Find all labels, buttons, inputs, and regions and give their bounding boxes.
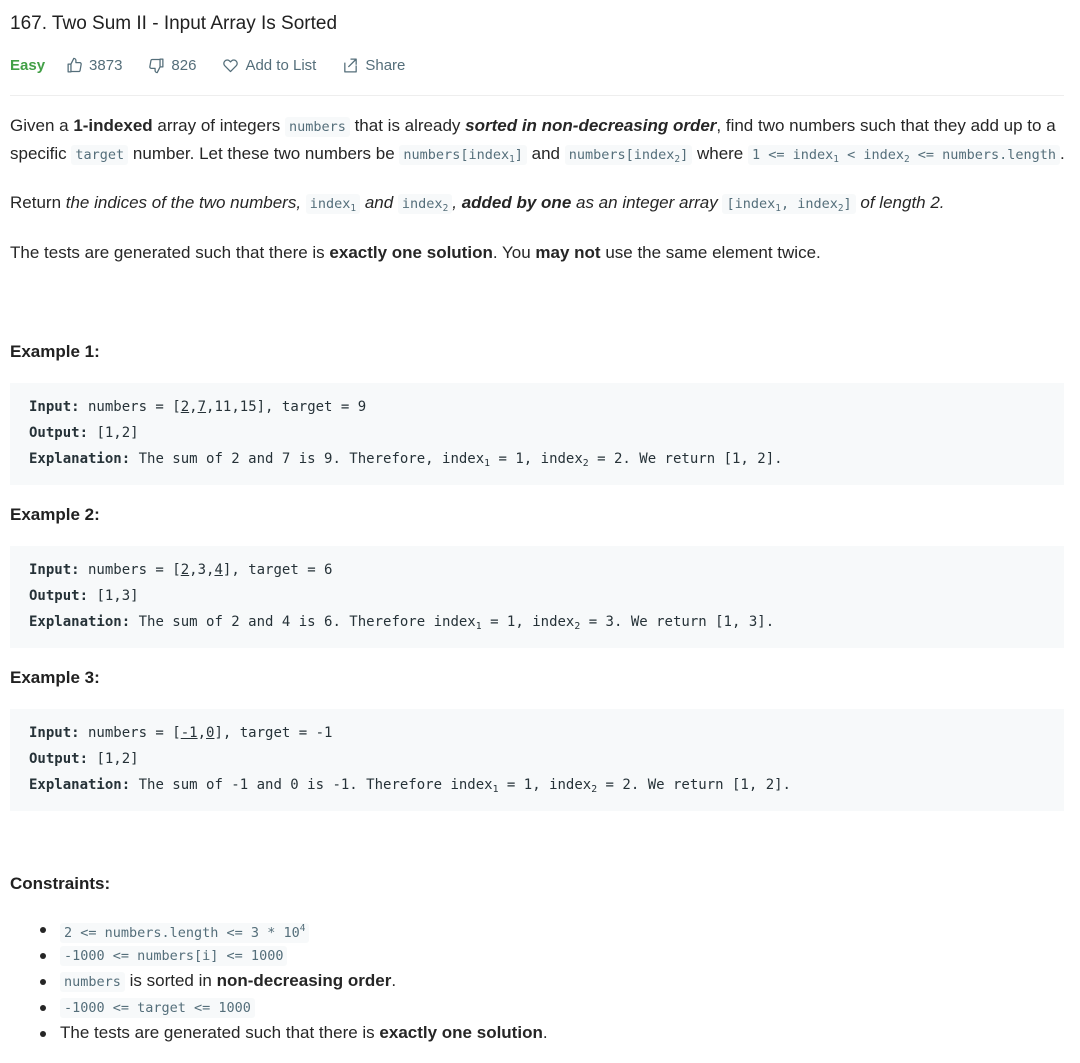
share-label: Share: [365, 56, 406, 74]
share-icon: [342, 57, 359, 74]
example-2-output: Output: [1,3]: [29, 588, 139, 604]
dislike-button[interactable]: [148, 57, 196, 74]
example-3-input: Input: numbers = [-1,0], target = -1: [29, 725, 333, 741]
constraint-item: -1000 <= numbers[i] <= 1000: [10, 942, 548, 968]
example-1-input: Input: numbers = [2,7,11,15], target = 9: [29, 399, 367, 415]
constraints-heading: Constraints:: [10, 874, 111, 893]
constraint-item: numbers is sorted in non-decreasing order.: [10, 968, 548, 994]
description-paragraph-2: Return the indices of the two numbers, index$_1$ and index$_2$ , added by one as an integer array [index$_1$, index$_2$] of length 2.: [10, 193, 945, 214]
problem-meta-bar: [10, 52, 431, 78]
difficulty-badge: Easy: [10, 56, 46, 74]
constraints-list: [10, 916, 548, 1046]
description-paragraph-3: The tests are generated such that there is exactly one solution. You may not use the same element twice.: [10, 242, 821, 262]
constraint-item: The tests are generated such that there is exactly one solution.: [10, 1020, 548, 1046]
example-3-heading: Example 3:: [10, 668, 100, 687]
heart-icon: [222, 57, 239, 74]
example-3-block: [10, 709, 1064, 811]
example-2-explanation: Explanation: The sum of 2 and 4 is 6. Therefore index$_1$ = 1, index$_2$ = 3. We return [1, 3].: [29, 614, 775, 632]
thumbs-down-icon: [148, 57, 165, 74]
like-count: 3873: [89, 56, 123, 74]
constraint-item: -1000 <= target <= 1000: [10, 994, 548, 1020]
dislike-count: 826: [171, 56, 197, 74]
problem-description: [10, 113, 1066, 266]
example-2-input: Input: numbers = [2,3,4], target = 6: [29, 562, 333, 578]
example-1-output: Output: [1,2]: [29, 425, 139, 441]
description-paragraph-1: Given a 1-indexed array of integers numbers that is already sorted in non-decreasing order, find two numbers such that they add up to a specific target number. Let these two numbers be numbers[index$_1$] and numbers[index$_2$] where 1 <= index$_1$ < index$_2$ <= numbers.length .: [10, 116, 1065, 165]
like-button[interactable]: [66, 57, 122, 74]
example-2-heading: Example 2:: [10, 505, 100, 524]
share-button[interactable]: [342, 57, 405, 74]
header-divider: [10, 95, 1064, 96]
example-3-output: Output: [1,2]: [29, 751, 139, 767]
thumbs-up-icon: [66, 57, 83, 74]
example-1-heading: Example 1:: [10, 342, 100, 361]
constraint-item: 2 <= numbers.length <= $3 * 10^4$: [10, 916, 548, 942]
example-3-explanation: Explanation: The sum of -1 and 0 is -1. Therefore index$_1$ = 1, index$_2$ = 2. We return [1, 2].: [29, 777, 791, 795]
add-to-list-button[interactable]: [222, 57, 316, 74]
add-to-list-label: Add to List: [245, 56, 317, 74]
example-1-block: [10, 383, 1064, 485]
example-1-explanation: Explanation: The sum of 2 and 7 is 9. Therefore, index$_1$ = 1, index$_2$ = 2. We return [1, 2].: [29, 451, 783, 469]
example-2-block: [10, 546, 1064, 648]
problem-title: 167. Two Sum II - Input Array Is Sorted: [10, 13, 338, 34]
